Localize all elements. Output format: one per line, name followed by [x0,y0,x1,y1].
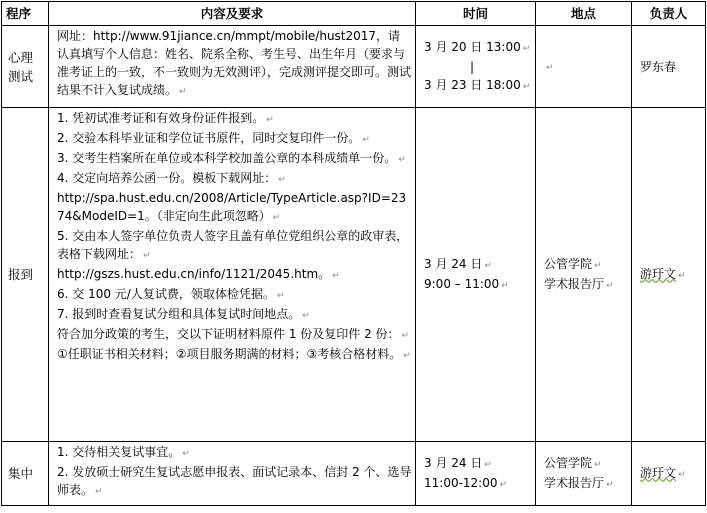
content-cell [49,442,416,506]
time-range: 9:00 – 11:00 ↵ [424,276,509,291]
person-cell [632,108,706,442]
time-date: 3 月 24 日 ↵ [424,256,492,271]
content-item: 1. 交待相关复试事宜。 ↵ [57,445,190,459]
time-range: 11:00-12:00 ↵ [424,475,508,490]
time-cell [416,26,536,108]
content-item: 5. 交由本人签字单位负责人签字且盖有单位党组织公章的政审表，表格下载网址： ↵ [57,229,409,261]
time-end: 3 月 23 日 18:00 ↵ [424,77,531,92]
content-item: 1. 凭初试准考证和有效身份证件报到。 ↵ [57,111,274,125]
content-item: 2. 发放硕士研究生复试志愿申报表、面试记录本、信封 2 个、选导师表。 ↵ [57,465,412,497]
place-cell [536,442,632,506]
table-row [2,26,706,108]
procedure-label: 报到 [8,267,34,282]
time-separator: | [470,59,475,74]
content-url: http://spa.hust.edu.cn/2008/Article/TypeArticle.asp?ID=2374&ModeID=1。（非定向生此项忽略） ↵ [57,191,407,223]
procedure-label: 心理 [8,49,34,65]
place-line: 公管学院 ↵ [544,455,602,470]
content-url: http://gszs.hust.edu.cn/info/1121/2045.htm。 ↵ [57,267,340,281]
place-line: 学术报告厅 ↵ [544,276,614,291]
header-person: 负责人 [632,2,706,26]
content-item: 4. 交定向培养公函一份。模板下载网址： ↵ [57,171,286,185]
procedure-cell [2,442,49,506]
header-procedure: 程序 [2,2,49,26]
content-cell [49,26,416,108]
time-cell [416,108,536,442]
place-line: 公管学院 ↵ [544,256,602,271]
content-item: ①任职证书相关材料；②项目服务期满的材料；③考核合格材料。 ↵ [57,347,411,361]
table-row [2,108,706,442]
content-text: 网址：http://www.91jiance.cn/mmpt/mobile/hust2017，请认真填写个人信息：姓名、院系全称、考生号、出生年月（要求与准考证上的一致，不一致则为无效测评），完成测评提交即可。测试结果不计入复试成绩。 ↵ [57,29,412,97]
content-item: 6. 交 100 元/人复试费，领取体检凭据。 ↵ [57,287,285,301]
time-cell [416,442,536,506]
place-cell [536,108,632,442]
place-line: 学术报告厅 ↵ [544,475,614,490]
person-name: 游玗文 ↵ [640,266,686,281]
content-item: 7. 报到时查看复试分组和具体复试时间地点。 ↵ [57,307,310,321]
content-item: 3. 交考生档案所在单位或本科学校加盖公章的本科成绩单一份。 ↵ [57,151,406,165]
person-name: 游玗文 ↵ [640,465,686,480]
procedure-label: 集中 [8,466,34,481]
header-row [2,2,706,26]
content-item: 符合加分政策的考生，交以下证明材料原件 1 份及复印件 2 份： ↵ [57,327,410,341]
schedule-table [1,1,706,506]
header-time: 时间 [416,2,536,26]
person-cell [632,26,706,108]
time-start: 3 月 20 日 13:00 ↵ [424,39,531,54]
time-date: 3 月 24 日 ↵ [424,455,492,470]
header-content: 内容及要求 [49,2,416,26]
place-cell [536,26,632,108]
procedure-cell [2,108,49,442]
header-place: 地点 [536,2,632,26]
table-row [2,442,706,506]
content-item: 2. 交验本科毕业证和学位证书原件，同时交复印件一份。 ↵ [57,131,370,145]
person-name: 罗东春 [640,59,677,74]
place-text: ↵ [546,62,554,73]
procedure-label: 测试 [8,68,34,84]
person-cell [632,442,706,506]
procedure-cell [2,26,49,108]
content-cell [49,108,416,442]
